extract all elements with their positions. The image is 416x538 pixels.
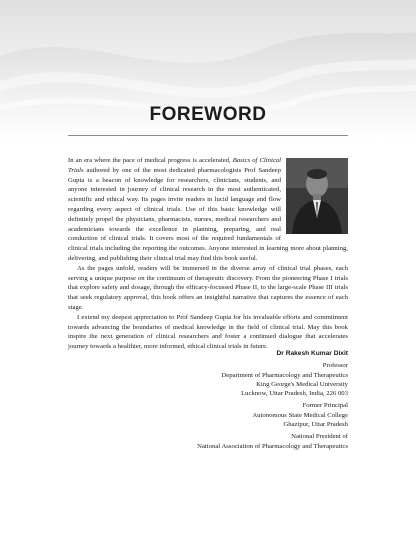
book-title: Basics of Clinical Trials (68, 157, 281, 174)
former-affiliation: Former Principal Autonomous State Medical College Ghazipur, Uttar Pradesh (252, 402, 348, 429)
title-rule (68, 135, 348, 136)
portrait-image (286, 158, 348, 234)
signature-block (68, 349, 348, 454)
paragraph-2: As the pages unfold, readers will be immersed in the diverse array of clinical trial phases, each serving a unique purpose on the continuum of therapeutic discovery. From the pioneering Phase I trials that explore safety and dosage, through the efficacy-focussed Phase II, to the large-scale Phase III trials that seek regulatory approval, this book offers an insightful narrative that captures the essence of each stage. (68, 264, 348, 311)
page-title: FOREWORD (149, 104, 267, 125)
national-affiliation: National President of National Association of Pharmacology and Therapeutics (197, 433, 348, 450)
current-affiliation: Professor Department of Pharmacology and Therapeutics King George's Medical University Lucknow, Uttar Pradesh, India, 226 003 (221, 362, 348, 398)
paragraph-1: In an era where the pace of medical progress is accelerated, Basics of Clinical Trials authored by one of the most dedicated pharmacologists Prof Sandeep Gupta is a beacon of knowledge for researchers, clinicians, students, and anyone interested in journey of clinical research in the most authenticated, scientific and ethical way. Its pages invite readers in lucid language and flow regarding every aspect of clinical trials. Use of this basic knowledge will definitely propel the physicians, pharmacists, nurses, medical researchers and academicians towards the excellence in planning, preparing, and real conduction of clinical trials. It covers most of the required fundamentals of clinical trials including the reporting the outcomes. Anyone interested in learning more about planning, delivering, and publishing their clinical trial may find this book useful. (68, 157, 348, 262)
paragraph-3: I extend my deepest appreciation to Prof Sandeep Gupta for his invaluable efforts and commitment towards advancing the boundaries of medical knowledge in the field of clinical trial. May this book inspire the next generation of clinical researchers and foster a continued dialogue that accelerates journey towards a healthier, more informed, ethical clinical trials in future. (68, 313, 348, 351)
foreword-body (68, 156, 348, 352)
author-name: Dr Rakesh Kumar Dixit (276, 350, 348, 357)
author-photo (286, 158, 348, 234)
